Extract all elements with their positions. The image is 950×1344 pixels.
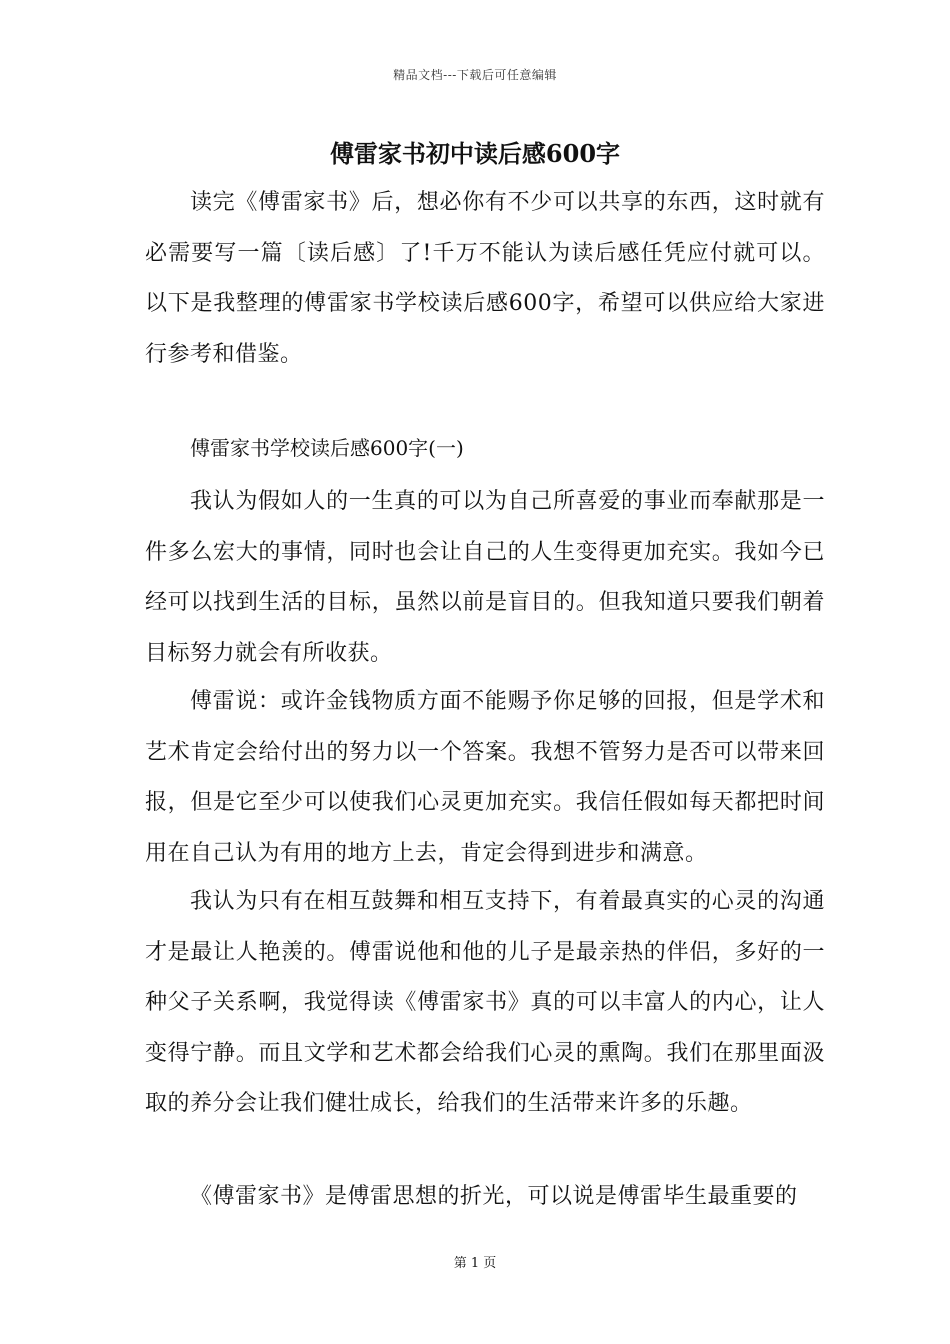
page-number: 第 1 页 [453,1256,497,1271]
paragraph-text: 傅雷说：或许金钱物质方面不能赐予你足够的回报，但是学术和艺术肯定会给付出的努力以一个答案。我想不管努力是否可以带来回报，但是它至少可以使我们心灵更加充实。我信任假如每天都把时间用在自己认为有用的地方上去，肯定会得到进步和满意。 [145,689,825,866]
paragraph-text: 我认为只有在相互鼓舞和相互支持下，有着最真实的心灵的沟通才是最让人艳羡的。傅雷说他和他的儿子是最亲热的伴侣，多好的一种父子关系啊，我觉得读《傅雷家书》真的可以丰富人的内心，让人变得宁静。而且文学和艺术都会给我们心灵的熏陶。我们在那里面汲取的养分会让我们健壮成长，给我们的生活带来许多的乐趣。 [145,889,825,1116]
header-note: 精品文档---下载后可任意编辑 [393,68,557,82]
intro-text: 读完《傅雷家书》后，想必你有不少可以共享的东西，这时就有必需要写一篇〔读后感〕了!千万不能认为读后感任凭应付就可以。以下是我整理的傅雷家书学校读后感600字，希望可以供应给大家进行参考和借鉴。 [145,190,825,367]
document-title: 傅雷家书初中读后感600字 [329,139,621,168]
body-paragraph-1 [145,477,825,679]
body-paragraph-4 [145,1172,825,1223]
body-paragraph-2 [145,677,825,879]
intro-paragraph [145,178,825,380]
paragraph-text: 我认为假如人的一生真的可以为自己所喜爱的事业而奉献那是一件多么宏大的事情，同时也会让自己的人生变得更加充实。我如今已经可以找到生活的目标，虽然以前是盲目的。但我知道只要我们朝着目标努力就会有所收获。 [145,489,825,666]
body-paragraph-3 [145,877,825,1130]
section-heading: 傅雷家书学校读后感600字(一) [190,436,464,460]
paragraph-text: 《傅雷家书》是傅雷思想的折光，可以说是傅雷毕生最重要的 [190,1184,798,1209]
